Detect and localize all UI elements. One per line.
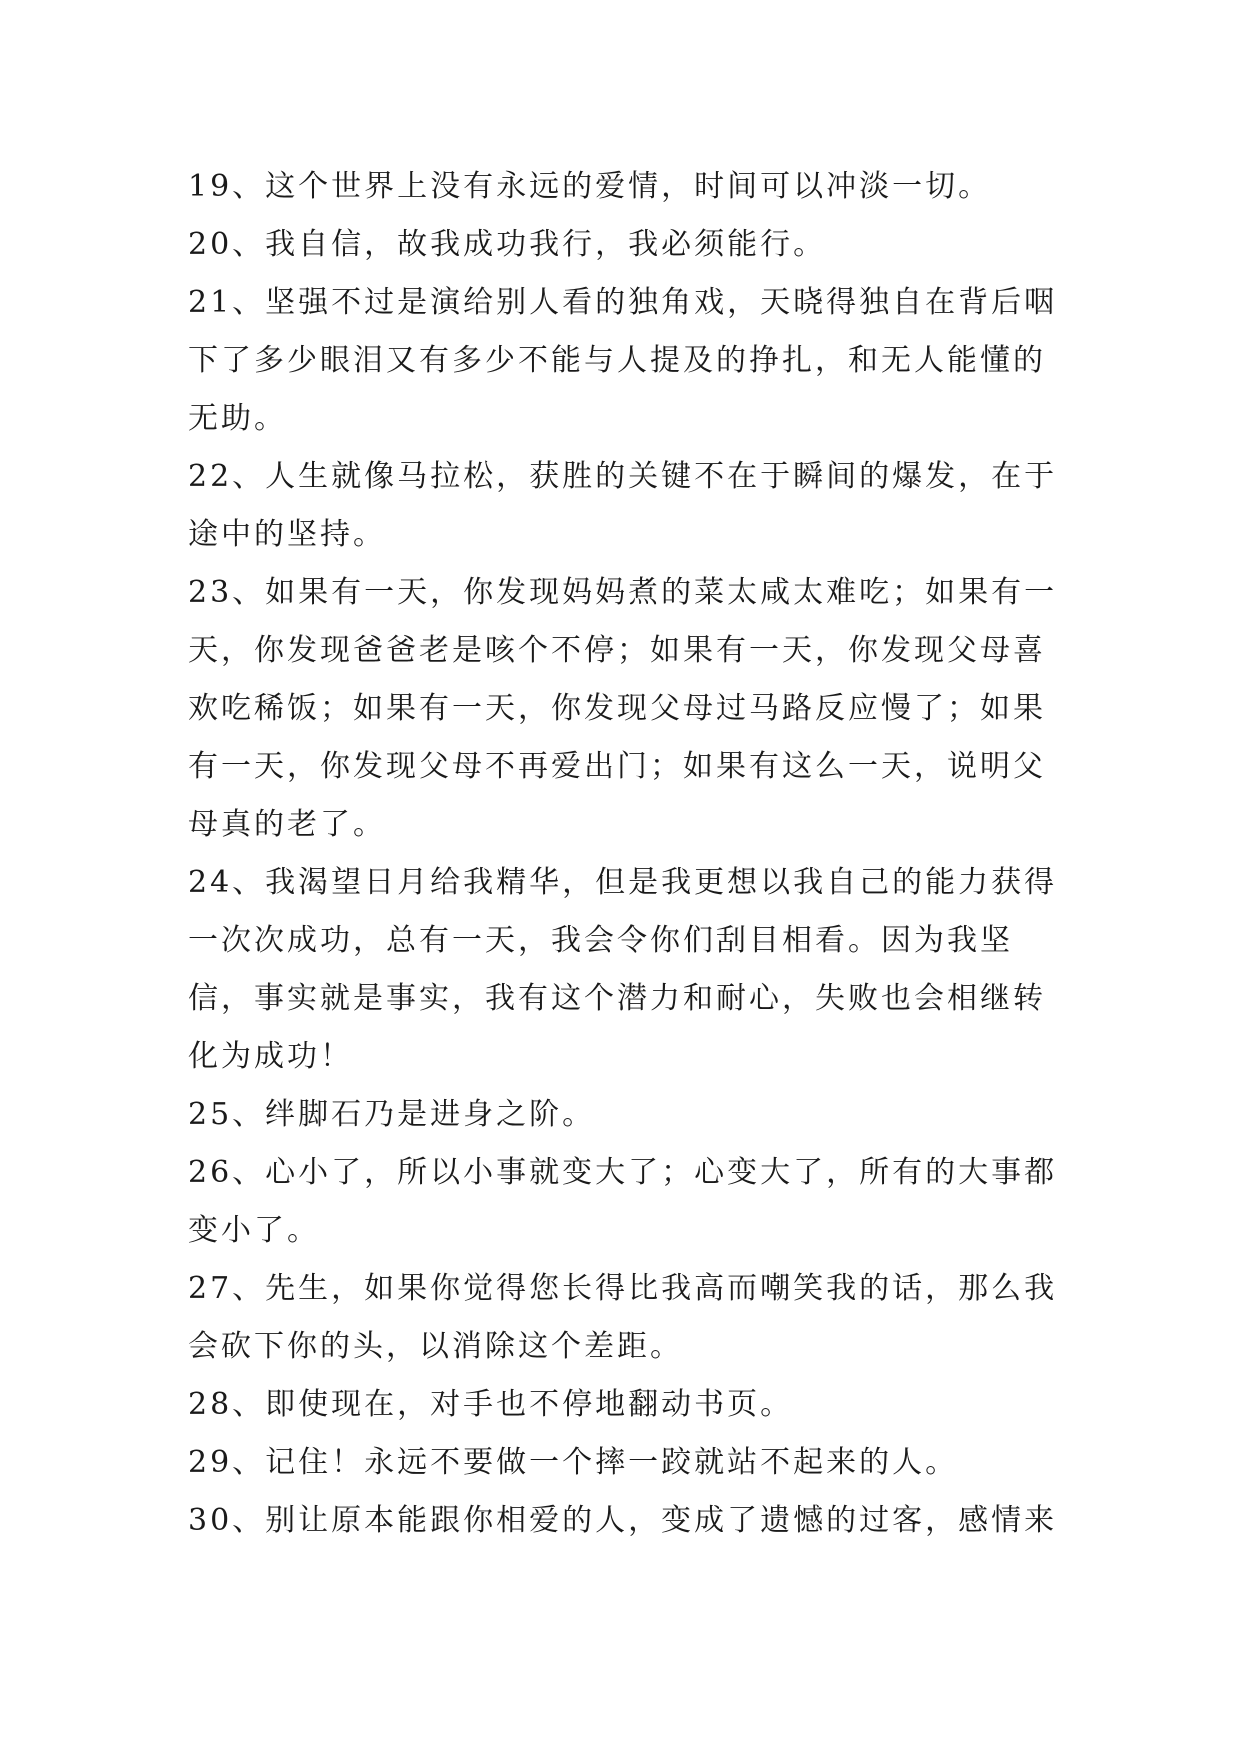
paragraph-24: 24、我渴望日月给我精华，但是我更想以我自己的能力获得一次次成功，总有一天，我会令你们刮目相看。因为我坚信，事实就是事实，我有这个潜力和耐心，失败也会相继转化为成功！ [188, 865, 1058, 1074]
paragraph-21: 21、坚强不过是演给别人看的独角戏，天晓得独自在背后咽下了多少眼泪又有多少不能与人提及的挣扎，和无人能懂的无助。 [188, 285, 1058, 436]
paragraph-23: 23、如果有一天，你发现妈妈煮的菜太咸太难吃；如果有一天，你发现爸爸老是咳个不停；如果有一天，你发现父母喜欢吃稀饭；如果有一天，你发现父母过马路反应慢了；如果有一天，你发现父母不再爱出门；如果有这么一天，说明父母真的老了。 [188, 575, 1058, 842]
document-body [188, 158, 1058, 1550]
paragraph-25: 25、绊脚石乃是进身之阶。 [188, 1097, 596, 1132]
paragraph-29: 29、记住！永远不要做一个摔一跤就站不起来的人。 [188, 1445, 959, 1480]
paragraph-27: 27、先生，如果你觉得您长得比我高而嘲笑我的话，那么我会砍下你的头，以消除这个差距。 [188, 1271, 1058, 1364]
paragraph-28: 28、即使现在，对手也不停地翻动书页。 [188, 1387, 794, 1422]
paragraph-19: 19、这个世界上没有永远的爱情，时间可以冲淡一切。 [188, 169, 992, 204]
paragraph-20: 20、我自信，故我成功我行，我必须能行。 [188, 227, 827, 262]
paragraph-26: 26、心小了，所以小事就变大了；心变大了，所有的大事都变小了。 [188, 1155, 1058, 1248]
paragraph-30: 30、别让原本能跟你相爱的人，变成了遗憾的过客，感情来 [188, 1503, 1058, 1538]
paragraph-22: 22、人生就像马拉松，获胜的关键不在于瞬间的爆发，在于途中的坚持。 [188, 459, 1058, 552]
